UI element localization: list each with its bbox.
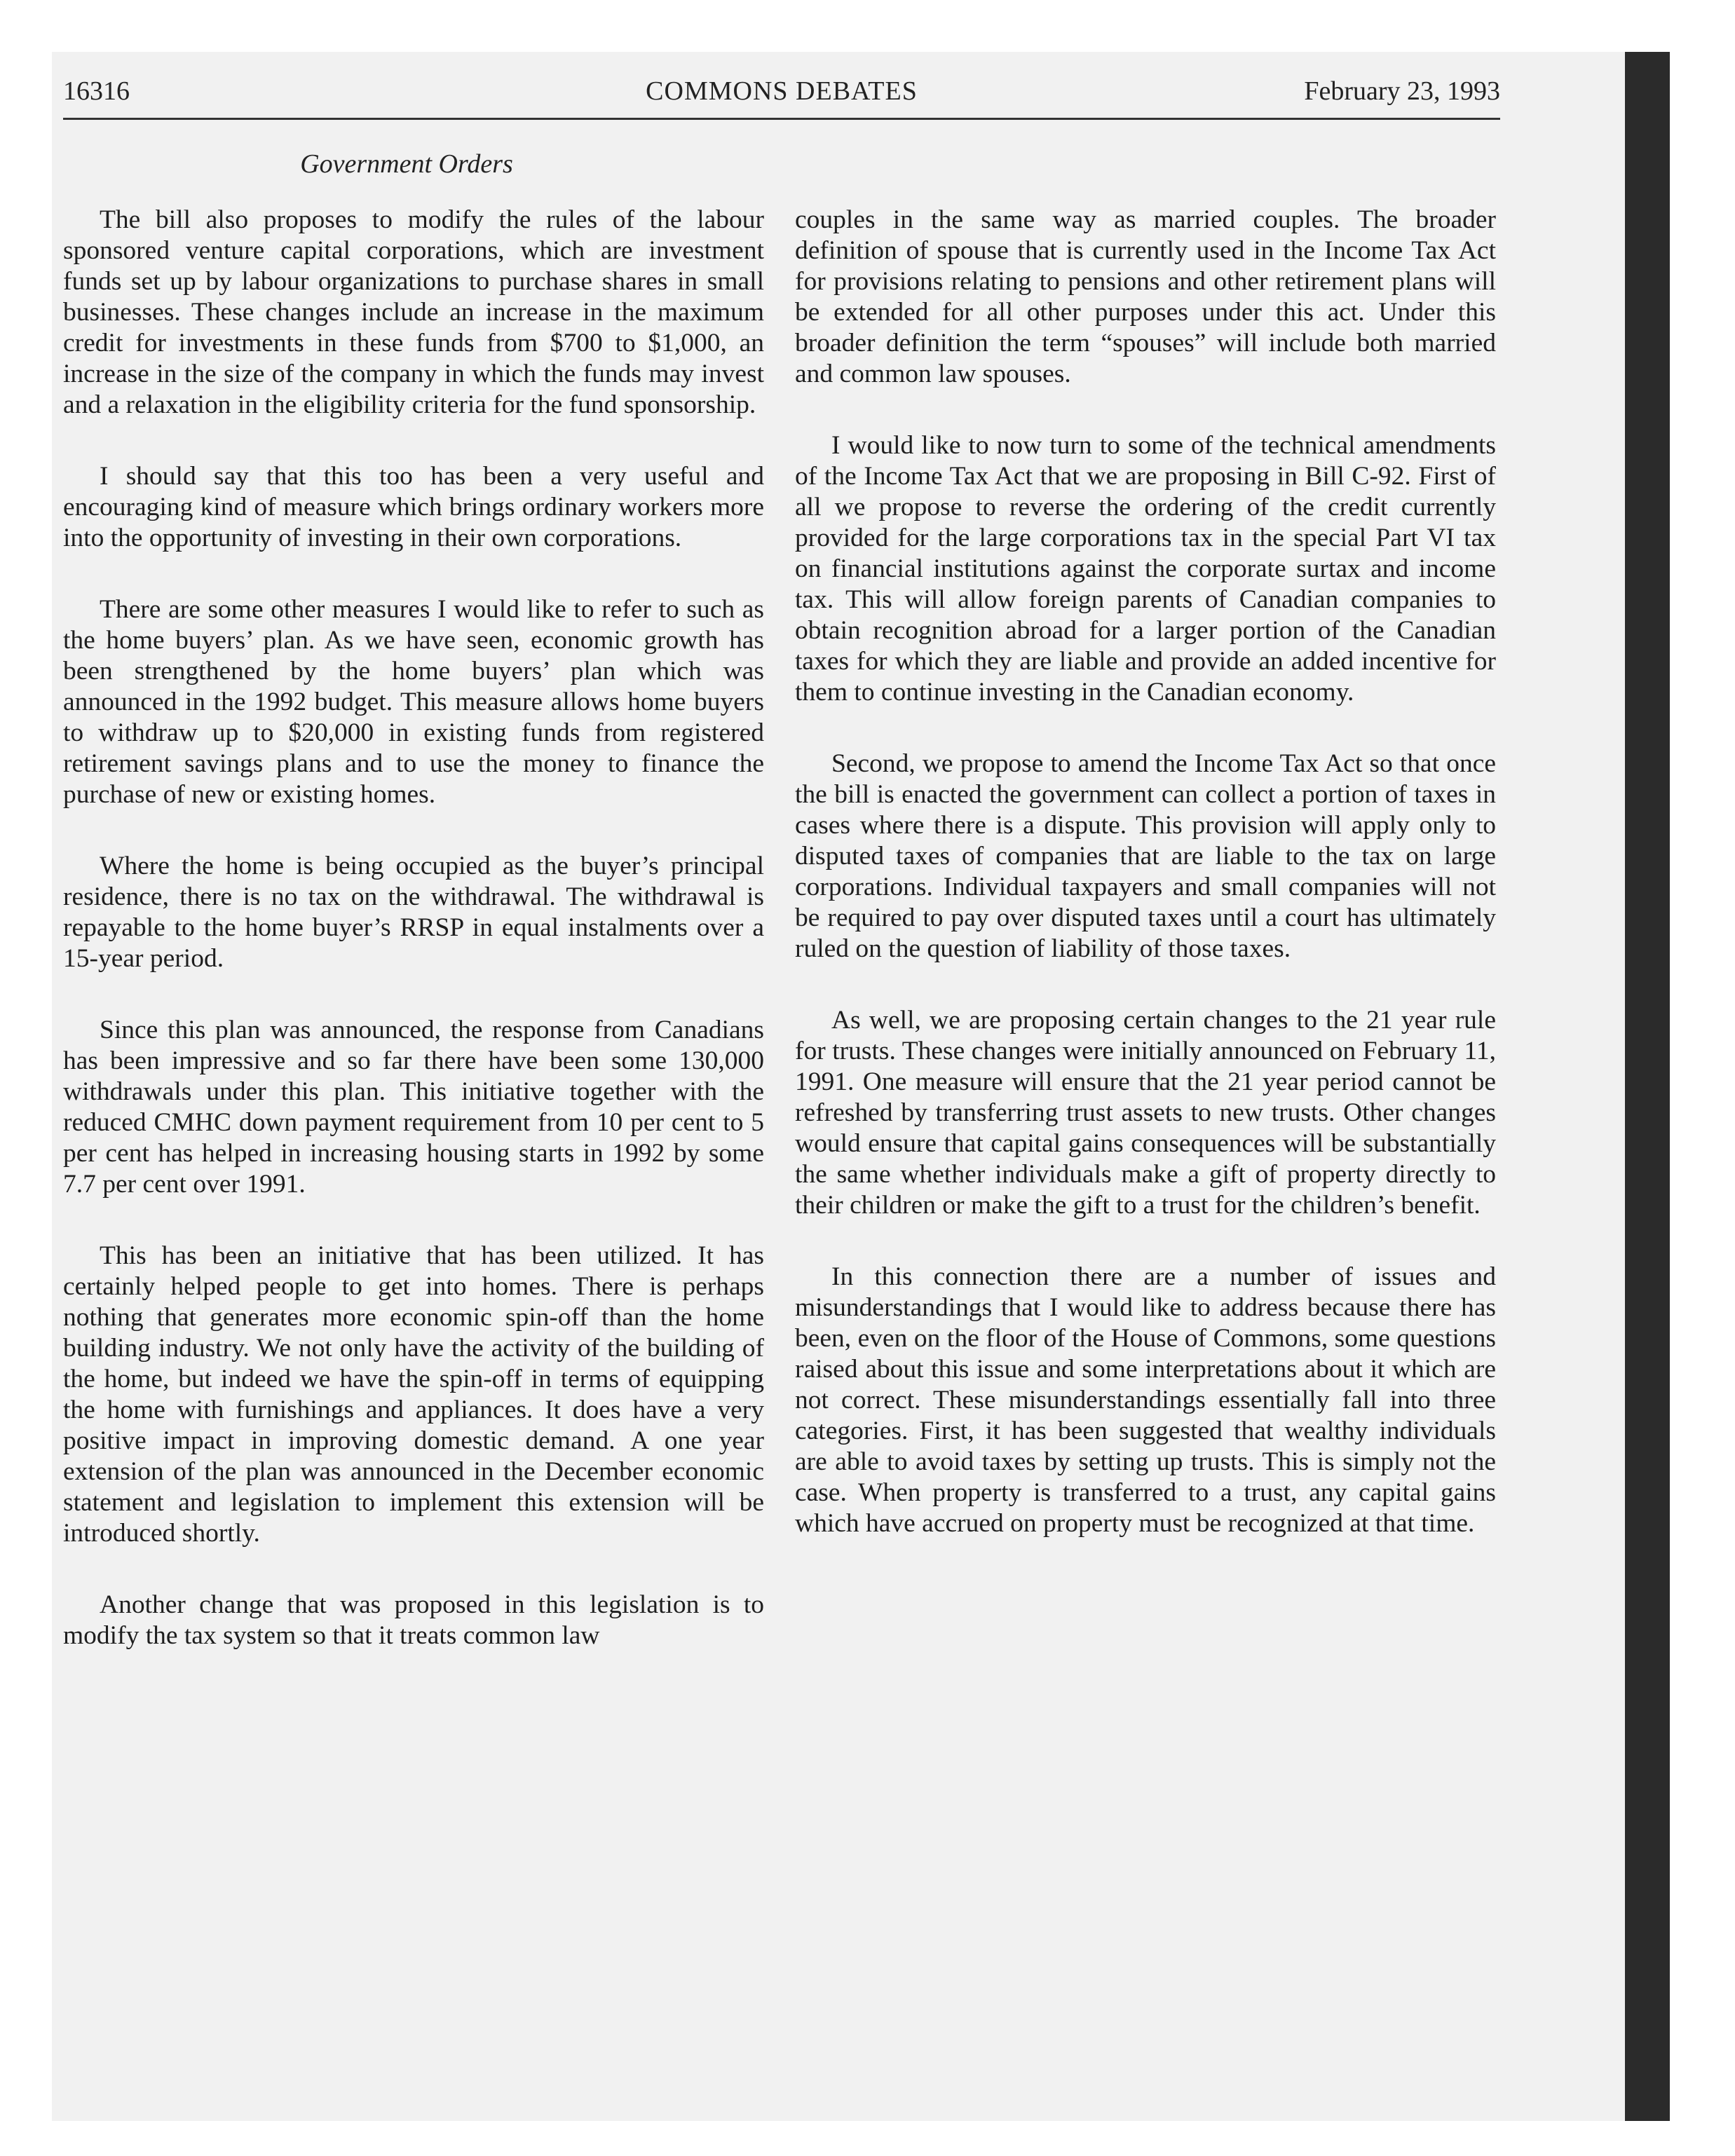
paragraph: As well, we are proposing certain changes to the 21 year rule for trusts. These changes were initially announced on February 11, 1991. One measure will ensure that the 21 year period cannot be refreshed by transferring trust assets to new trusts. Other changes would ensure that capital gains consequences will be substantially the same whether individuals make a gift of property directly to their children or make the gift to a trust for the children’s benefit. [795,1006,1496,1220]
left-column [63,205,764,1692]
paragraph: There are some other measures I would like to refer to such as the home buyers’ plan. As we have seen, economic growth has been strengthened by the home buyers’ plan which was announced in the 1992 budget. This measure allows home buyers to withdraw up to $20,000 in existing funds from registered retirement savings plans and to use the money to finance the purchase of new or existing homes. [63,595,764,809]
paragraph: couples in the same way as married couples. The broader definition of spouse that is currently used in the Income Tax Act for provisions relating to pensions and other retirement plans will be extended for all other purposes under this act. Under this broader definition the term “spouses” will include both married and common law spouses. [795,205,1496,388]
section-heading: Government Orders [300,149,513,179]
header-rule [63,118,1500,120]
paragraph: I would like to now turn to some of the technical amendments of the Income Tax Act that we are proposing in Bill C-92. First of all we propose to reverse the ordering of the credit currently provided for the large corporations tax in the special Part VI tax on financial institutions against the corporate surtax and income tax. This will allow foreign parents of Canadian companies to obtain recognition abroad for a larger portion of the Canadian taxes for which they are liable and provide an added incentive for them to continue investing in the Canadian economy. [795,431,1496,707]
publication-title: COMMONS DEBATES [646,76,918,106]
scan-edge-shadow [1625,52,1670,2121]
paragraph: Where the home is being occupied as the buyer’s principal residence, there is no tax on the withdrawal. The withdrawal is repayable to the home buyer’s RRSP in equal instalments over a 15-year period. [63,852,764,973]
paragraph: The bill also proposes to modify the rules of the labour sponsored venture capital corporations, which are investment funds set up by labour organizations to purchase shares in small businesses. These changes include an increase in the maximum credit for investments in these funds from $700 to $1,000, an increase in the size of the company in which the funds may invest and a relaxation in the eligibility criteria for the fund sponsorship. [63,205,764,419]
paragraph: I should say that this too has been a very useful and encouraging kind of measure which brings ordinary workers more into the opportunity of investing in their own corporations. [63,462,764,552]
paragraph: Second, we propose to amend the Income Tax Act so that once the bill is enacted the government can collect a portion of taxes in cases where there is a dispute. This provision will apply only to disputed taxes of companies that are liable to the tax on large corporations. Individual taxpayers and small companies will not be required to pay over disputed taxes until a court has ultimately ruled on the question of liability of those taxes. [795,749,1496,963]
paragraph: This has been an initiative that has been utilized. It has certainly helped people to get into homes. There is perhaps nothing that generates more economic spin-off than the home building industry. We not only have the activity of the building of the home, but indeed we have the spin-off in terms of equipping the home with furnishings and appliances. It does have a very positive impact in improving domestic demand. A one year extension of the plan was announced in the December economic statement and legislation to implement this extension will be introduced shortly. [63,1241,764,1548]
page-header [63,76,1500,111]
paragraph: In this connection there are a number of issues and misunderstandings that I would like to address because there has been, even on the floor of the House of Commons, some questions raised about this issue and some interpretations about it which are not correct. These misunderstandings essentially fall into three categories. First, it has been suggested that wealthy individuals are able to avoid taxes by setting up trusts. This is simply not the case. When property is transferred to a trust, any capital gains which have accrued on property must be recognized at that time. [795,1262,1496,1538]
paragraph: Another change that was proposed in this legislation is to modify the tax system so that it treats common law [63,1590,764,1650]
issue-date: February 23, 1993 [1304,76,1500,106]
right-column [795,205,1496,1580]
page-number: 16316 [63,76,130,106]
paragraph: Since this plan was announced, the response from Canadians has been impressive and so far there have been some 130,000 withdrawals under this plan. This initiative together with the reduced CMHC down payment requirement from 10 per cent to 5 per cent has helped in increasing housing starts in 1992 by some 7.7 per cent over 1991. [63,1016,764,1199]
